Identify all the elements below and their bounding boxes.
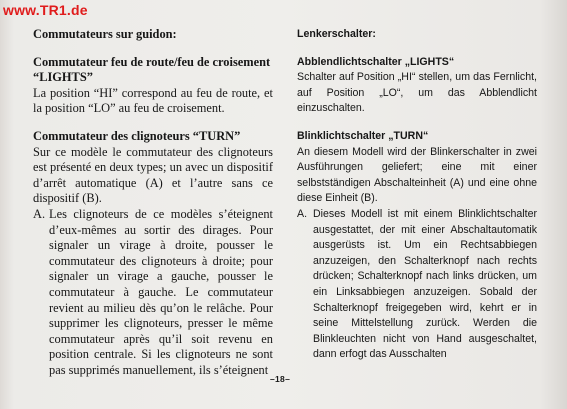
fr-lights-title-line2: “LIGHTS” bbox=[33, 70, 93, 85]
fr-list-text: Les clignoteurs de ce modèles s’éteignent d’eux-mêmes au sortir des dirages. Pour signaler un virage à droite, pousser le commutateur des clignoteurs à droite; pour signaler un virage a gauche, pousser le commutateur à gauche. Le commutateur revient au milieu dès qu’on le relâche. Pour supprimer les clignoteurs, presser le même commutateur après qu’il soit revenu en position centrale. Si les clignoteurs ne sont pas supprimés manuellement, ils s’éteignent bbox=[49, 206, 273, 377]
german-column bbox=[297, 27, 537, 363]
fr-turn-title: Commutateur des clignoteurs “TURN” bbox=[33, 128, 241, 143]
fr-lights-title-line1: Commutateur feu de route/feu de croisement bbox=[33, 54, 271, 69]
french-column bbox=[33, 27, 273, 378]
de-list-marker: A. bbox=[297, 207, 308, 220]
de-turn-title: Blinklichtschalter „TURN“ bbox=[297, 129, 429, 142]
watermark: www.TR1.de bbox=[3, 2, 88, 18]
fr-list-item-a bbox=[33, 207, 273, 379]
de-lights-body: Schalter auf Position „HI“ stellen, um das Fernlicht, auf Position „LO“, um das Abblendlicht einzuschalten. bbox=[297, 71, 537, 115]
de-section-heading: Lenkerschalter: bbox=[297, 28, 376, 40]
de-lights-title: Abblendlichtschalter „LIGHTS“ bbox=[297, 55, 455, 68]
fr-section-heading: Commutateurs sur guidon: bbox=[33, 27, 177, 41]
de-list-item-a bbox=[297, 207, 537, 363]
page-number: –18– bbox=[270, 374, 291, 384]
de-list-text: Dieses Modell ist mit einem Blinklichtschalter ausgestattet, der mit einer Abschaltautomatik ausgerüsts ist. Um ein Rechtsabbiegen anzuzeigen, den Schalterknopf nach rechts drücken; Schalterknopf nach links drücken, um ein Linksabbiegen anzuzeigen. Sobald der Schalterknopf freigegeben wird, kehrt er in seine Mittelstellung zurück. Werden die Blinkleuchten nicht von Hand ausgeschaltet, dann erfogt das Ausschalten bbox=[313, 207, 537, 361]
fr-list-marker: A. bbox=[33, 206, 46, 221]
de-turn-body: An diesem Modell wird der Blinkerschalter in zwei Ausführungen geliefert; eine mit einer selbstständigen Abschalteinheit (A) und eine ohne diese Einheit (B). bbox=[297, 145, 537, 205]
fr-lights-body: La position “HI” correspond au feu de route, et la position “LO” au feu de croisement. bbox=[33, 85, 273, 116]
fr-turn-body: Sur ce modèle le commutateur des clignoteurs est présenté en deux types; un avec un dispositif d’arrêt automatique (A) et l’autre sans ce dispositif (B). bbox=[33, 144, 273, 206]
